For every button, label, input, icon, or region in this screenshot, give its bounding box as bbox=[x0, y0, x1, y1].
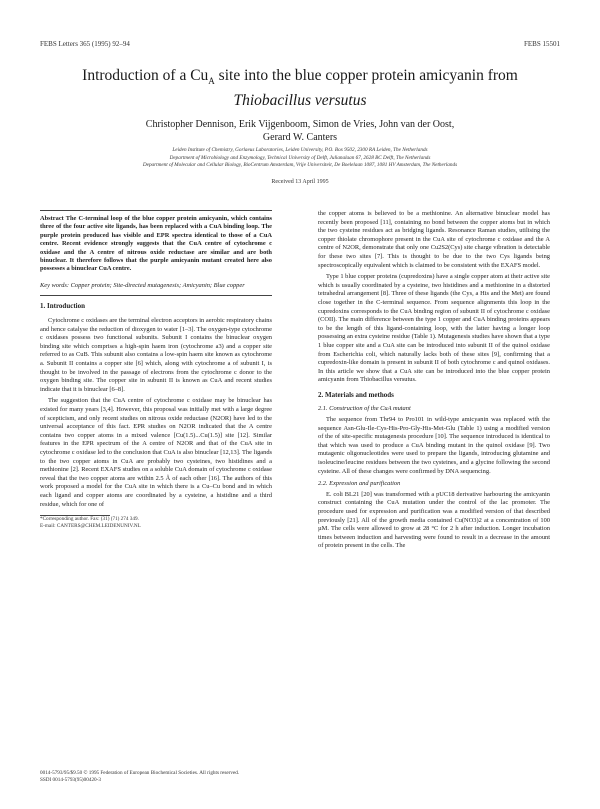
paper-title bbox=[40, 66, 560, 110]
copyright-notice bbox=[40, 770, 560, 784]
right-column bbox=[318, 210, 550, 554]
affiliation-1: Leiden Institute of Chemistry, Gorlaeus Laboratories, Leiden University, P.O. Box 9502, 2300 RA Leiden, The Netherlands bbox=[172, 147, 428, 153]
keywords: Key words: Copper protein; Site-directed mutagenesis; Amicyanin; Blue copper bbox=[40, 281, 245, 289]
section-heading-methods: 2. Materials and methods bbox=[318, 390, 394, 399]
copyright-line: 0014-5793/95/$9.50 © 1995 Federation of European Biochemical Societies. All rights reserved. bbox=[40, 770, 240, 776]
affiliations bbox=[40, 147, 560, 170]
subsection-heading: 2.1. Construction of the CuA mutant bbox=[318, 405, 411, 413]
paragraph: the copper atoms is believed to be a methionine. An alternative binuclear model has recently been proposed [11], containing no bond between the copper atoms but in which the two cysteine residues act as bridging ligands. Resonance Raman studies, utilising the copper thiolate chromophore present in the CuA site of cytochrome c oxidase and the A centre of N2OR, demonstrate that only one Cu2S2(Cys) site charge vibration is detectable for these two sites [7]. This is thought to be due to the two Cys ligands being spectroscopically equivalent which is claimed to be consistent with the EXAFS model. bbox=[318, 210, 550, 269]
affiliation-3: Department of Molecular and Cellular Biology, BioCentrum Amsterdam, Vrije Universiteit, De Boelelaan 1087, 1081 HV Amsterdam, The Netherlands bbox=[142, 162, 458, 168]
authors-line1: Christopher Dennison, Erik Vijgenboom, Simon de Vries, John van der Oost, bbox=[145, 119, 455, 130]
divider bbox=[40, 210, 272, 211]
author-list bbox=[40, 118, 560, 144]
received-date: Received 13 April 1995 bbox=[271, 179, 329, 185]
footnote bbox=[40, 516, 272, 530]
paragraph: Cytochrome c oxidases are the terminal electron acceptors in aerobic respiratory chains and hence catalyse the reduction of dioxygen to water [1–3]. The oxygen-type cytochrome c oxidases possess two functional subunits. Subunit I contains the binuclear oxygen binding site which comprises a high-spin haem iron (cytochrome a3) and a copper site referred to as CuB. This subunit also contains a low-spin haem site known as cytochrome a. Subunit II contains a copper site [6] which, along with cytochrome a of subunit I, is thought to be involved in the passage of electrons from the cytochrome c donor to the oxygen binding site. The copper site in subunit II is known as CuA and recent studies indicate that it is binuclear [6–8]. bbox=[40, 317, 272, 393]
title-line2: Thiobacillus versutus bbox=[233, 92, 367, 110]
title-subscript: A bbox=[208, 76, 215, 87]
abstract: Abstract The C-terminal loop of the blue copper protein amicyanin, which contains three of the four active site ligands, has been replaced with a CuA binding loop. The purple protein produced has visible and EPR spectra identical to those of a CuA centre. Recent evidence strongly suggests that the CuA centre of cytochrome c oxidase and the A centre of nitrous oxide reductase are similar and are both binuclear. It therefore follows that the purple amicyanin mutant created here also possesses a binuclear CuA centre. bbox=[40, 215, 272, 273]
authors-line2: Gerard W. Canters bbox=[262, 132, 338, 143]
paragraph: Type 1 blue copper proteins (cupredoxins) have a single copper atom at their active site which is usually coordinated by a cysteine, two histidines and a methionine in a distorted tetrahedral arrangement [8]. Three of these ligands (the Cys, a His and the Met) are found close together in the C-terminal sequence. From sequence alignments this loop in the cupredoxins corresponds to the CuA binding region of subunit II of cytochrome c oxidase (COII). The main difference between the type 1 copper and CuA binding proteins appears to be the length of this ligand-containing loop, with the latter having a longer loop possessing an extra cysteine residue (Table 1). Mutagenesis studies have shown that a type 1 blue copper site and a CuA site can be introduced into subunit II of the quinol oxidase from Escherichia coli, which naturally lacks both of these sites [9], confirming that a cupredoxin-like domain is present in subunit II of both cytochrome c and quinol oxidases. In this article we show that a CuA site can be introduced into the blue copper protein amicyanin from Thiobacillus versutus. bbox=[318, 273, 550, 384]
subsection-heading: 2.2. Expression and purification bbox=[318, 480, 401, 488]
affiliation-2: Department of Microbiology and Enzymology, Technical University of Delft, Julianalaan 67, 2628 BC Delft, The Netherlands bbox=[169, 154, 431, 161]
left-column bbox=[40, 210, 272, 530]
divider bbox=[40, 295, 272, 296]
title-line1-rest: site into the blue copper protein amicyanin from bbox=[214, 67, 518, 84]
paragraph: The sequence from Thr94 to Pro101 in wild-type amicyanin was replaced with the sequence Asn-Glu-Ile-Cys-His-Pro-Gly-His-Met-Glu (Table 1) using a modified version of the of site-specific mutagenesis procedure [10]. The sequence introduced is identical to that which was used to produce a CuA binding mutant in the quinol oxidase [9]. Two mutagenic oligonucleotides were used to prepare the ligands, introducing glutamine and isoleucine/leucine residues between the two cysteines, and a glycine following the second cysteine. All of these changes were confirmed by DNA sequencing. bbox=[318, 416, 550, 475]
footnote-line1: *Corresponding author. Fax: (31) (71) 274 349. bbox=[40, 516, 139, 523]
paragraph: The suggestion that the CuA centre of cytochrome c oxidase may be binuclear has existed for many years [3,4]. However, this proposal was initially met with a large degree of scepticism, and only recent studies on nitrous oxide reductase (N2OR) have led to the universal acceptance of this fact. EPR studies on N2OR indicated that the A centre contains two copper atoms in a mixed valence [Cu(1.5)...Cu(1.5)] site [12]. Similar features in the EPR spectrum of the A centre of N2OR and that of the CuA site in cytochrome c oxidase led to the conclusion that CuA is also binuclear [12,13]. The ligands to the two copper atoms in CuA are probably two cysteines, two histidines and a methionine [2]. Recent EXAFS studies on a soluble CuA domain of cytochrome c oxidase reveal that the two copper atoms are within 2.5 Å of each other [16]. The authors of this work proposed a model for the CuA site in which there is a Cu–Cu bond and in which each ligand and copper atoms are coordinated by a cysteine, a histidine and a third residue, which for one of bbox=[40, 397, 272, 508]
section-heading-intro: 1. Introduction bbox=[40, 302, 85, 311]
title-line1: Introduction of a Cu bbox=[82, 67, 209, 84]
ssdi-line: SSDI 0014-5793(95)00420-3 bbox=[40, 777, 101, 783]
footnote-line2: E-mail: CANTERS@CHEM.LEIDENUNIV.NL bbox=[40, 523, 141, 530]
paragraph: E. coli BL21 [20] was transformed with a pUC18 derivative harbouring the amicyanin construct containing the CuA mutation under the control of the lac promoter. The procedure used for expression and purification was a modified version of that described previously [21]. All of the growth media contained Cu(NO3)2 at a concentration of 100 µM. The cells were allowed to grow at 28 °C for 2 h after induction. Longer incubation times between induction and harvesting were found to result in a decrease in the amount of protein present in the cells. The bbox=[318, 490, 550, 550]
article-number: FEBS 15501 bbox=[524, 40, 560, 48]
journal-citation: FEBS Letters 365 (1995) 92–94 bbox=[40, 40, 130, 48]
